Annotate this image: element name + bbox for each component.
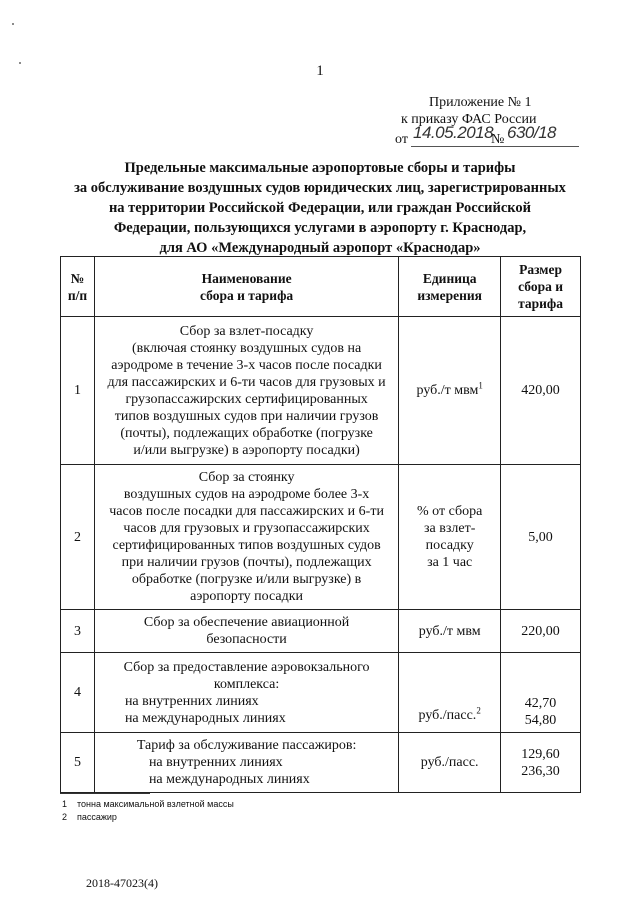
table-row bbox=[61, 653, 581, 733]
name-line: аэродроме в течение 3-х часов после посадки bbox=[111, 357, 382, 373]
row-name bbox=[94, 465, 398, 610]
name-line: (включая стоянку воздушных судов на bbox=[131, 340, 362, 356]
unit-text: руб./т мвм bbox=[418, 623, 481, 639]
name-line: Сбор за стоянку bbox=[198, 470, 295, 485]
row-name bbox=[94, 733, 398, 793]
header-size-line: Размер bbox=[519, 262, 563, 277]
name-subline: на международных линиях bbox=[148, 772, 310, 787]
name-subline: на международных линиях bbox=[124, 710, 286, 726]
fees-table bbox=[60, 256, 581, 793]
row-name bbox=[94, 317, 398, 465]
header-name-line: Наименование bbox=[201, 270, 292, 286]
name-line: Сбор за обеспечение авиационной bbox=[143, 615, 350, 630]
header-name bbox=[94, 257, 398, 317]
name-line: безопасности bbox=[206, 632, 287, 647]
appendix-date-number bbox=[395, 123, 595, 150]
header-name-line: сбора и тарифа bbox=[199, 287, 294, 303]
name-line: при наличии грузов (почты), подлежащих bbox=[121, 555, 372, 570]
name-line: для пассажирских и 6-ти часов для грузовых и bbox=[107, 374, 386, 390]
unit-line: за 1 час bbox=[427, 555, 473, 570]
handwritten-date: 14.05.2018 bbox=[413, 123, 494, 142]
title-line: Федерации, пользующихся услугами в аэропорту г. Краснодар, bbox=[113, 220, 527, 236]
header-size-line: сбора и bbox=[518, 279, 563, 294]
name-line: Сбор за взлет-посадку bbox=[179, 323, 314, 339]
header-unit-line: измерения bbox=[417, 287, 482, 303]
row-size bbox=[501, 465, 581, 610]
size-value: 236,30 bbox=[521, 763, 560, 779]
header-unit bbox=[399, 257, 501, 317]
name-subline: на внутренних линиях bbox=[148, 755, 283, 770]
footnotes bbox=[62, 798, 234, 824]
row-num: 2 bbox=[61, 465, 95, 610]
name-line: Тариф за обслуживание пассажиров: bbox=[136, 738, 357, 753]
name-line: обработке (погрузке и/или выгрузке) в bbox=[131, 572, 362, 587]
row-num: 4 bbox=[61, 653, 95, 733]
row-num: 5 bbox=[61, 733, 95, 793]
size-value: 42,70 bbox=[524, 696, 557, 711]
unit-text: руб./т мвм bbox=[416, 383, 479, 398]
name-line: комплекса: bbox=[213, 676, 280, 692]
row-unit bbox=[399, 610, 501, 653]
footnote bbox=[62, 811, 234, 824]
unit-line: за взлет-посадку bbox=[423, 521, 476, 553]
header-unit-line: Единица bbox=[422, 270, 477, 286]
row-size bbox=[501, 733, 581, 793]
header-num bbox=[61, 257, 95, 317]
row-unit bbox=[399, 317, 501, 465]
name-line: и/или выгрузке) в аэропорту посадки) bbox=[133, 442, 360, 458]
table-row bbox=[61, 465, 581, 610]
appendix-order-ref: к приказу ФАС России bbox=[401, 112, 537, 127]
header-size-line: тарифа bbox=[518, 296, 564, 311]
footnote-rule bbox=[60, 793, 150, 794]
handwritten-order-number: 630/18 bbox=[507, 123, 556, 142]
name-line: воздушных судов на аэродроме более 3-х bbox=[123, 487, 370, 502]
footnote-text: тонна максимальной взлетной массы bbox=[77, 799, 234, 809]
name-line: типов воздушных судов при наличии грузов bbox=[114, 408, 379, 424]
size-value: 220,00 bbox=[521, 623, 560, 639]
name-line: часов для грузовых и грузопассажирских bbox=[123, 521, 370, 536]
footnote-ref: 1 bbox=[478, 380, 483, 391]
row-num: 3 bbox=[61, 610, 95, 653]
title-line: за обслуживание воздушных судов юридических лиц, зарегистрированных bbox=[74, 180, 566, 196]
row-size bbox=[501, 653, 581, 733]
row-unit bbox=[399, 653, 501, 733]
appendix-title: Приложение № 1 bbox=[429, 95, 532, 110]
size-value: 129,60 bbox=[521, 746, 560, 762]
footnote bbox=[62, 798, 234, 811]
row-name bbox=[94, 653, 398, 733]
date-prefix: от bbox=[395, 132, 408, 147]
header-num-line: № bbox=[70, 270, 85, 286]
unit-text: руб./пасс. bbox=[420, 755, 479, 770]
size-value: 5,00 bbox=[528, 529, 553, 545]
row-num: 1 bbox=[61, 317, 95, 465]
title-line: на территории Российской Федерации, или граждан Российской bbox=[108, 200, 532, 216]
name-line: часов после посадки для пассажирских и 6-ти bbox=[109, 504, 384, 519]
row-size bbox=[501, 610, 581, 653]
table-row bbox=[61, 733, 581, 793]
row-name bbox=[94, 610, 398, 653]
row-unit bbox=[399, 465, 501, 610]
footnote-number: 1 bbox=[62, 799, 68, 809]
size-value: 420,00 bbox=[521, 383, 560, 398]
unit-text: руб./пасс. bbox=[418, 708, 477, 723]
signature-underline bbox=[411, 146, 579, 147]
scan-speck bbox=[12, 23, 14, 25]
table-row bbox=[61, 610, 581, 653]
header-num-line: п/п bbox=[67, 287, 88, 303]
size-value: 54,80 bbox=[524, 713, 557, 728]
name-line: сертифицированных типов воздушных судов bbox=[112, 538, 381, 553]
number-prefix: № bbox=[491, 132, 505, 147]
title-line: Предельные максимальные аэропортовые сборы и тарифы bbox=[124, 160, 516, 176]
row-unit bbox=[399, 733, 501, 793]
name-line: грузопассажирских сертифицированных bbox=[125, 391, 368, 407]
page-number: 1 bbox=[316, 63, 324, 79]
unit-line: % от сбора bbox=[417, 504, 483, 519]
footnote-number: 2 bbox=[62, 812, 68, 822]
row-size bbox=[501, 317, 581, 465]
name-line: аэропорту посадки bbox=[190, 589, 303, 604]
footnote-text: пассажир bbox=[77, 812, 117, 822]
name-line: Сбор за предоставление аэровокзального bbox=[123, 659, 370, 675]
appendix-header bbox=[395, 94, 595, 150]
footnote-ref: 2 bbox=[476, 705, 481, 716]
table-row bbox=[61, 317, 581, 465]
document-title bbox=[40, 158, 600, 258]
document-id: 2018-47023(4) bbox=[86, 876, 158, 890]
name-subline: на внутренних линиях bbox=[124, 693, 259, 709]
header-size bbox=[501, 257, 581, 317]
table-header-row bbox=[61, 257, 581, 317]
name-line: (почты), подлежащих обработке (погрузке bbox=[120, 425, 373, 441]
title-line: для АО «Международный аэропорт «Краснодар» bbox=[159, 240, 481, 256]
